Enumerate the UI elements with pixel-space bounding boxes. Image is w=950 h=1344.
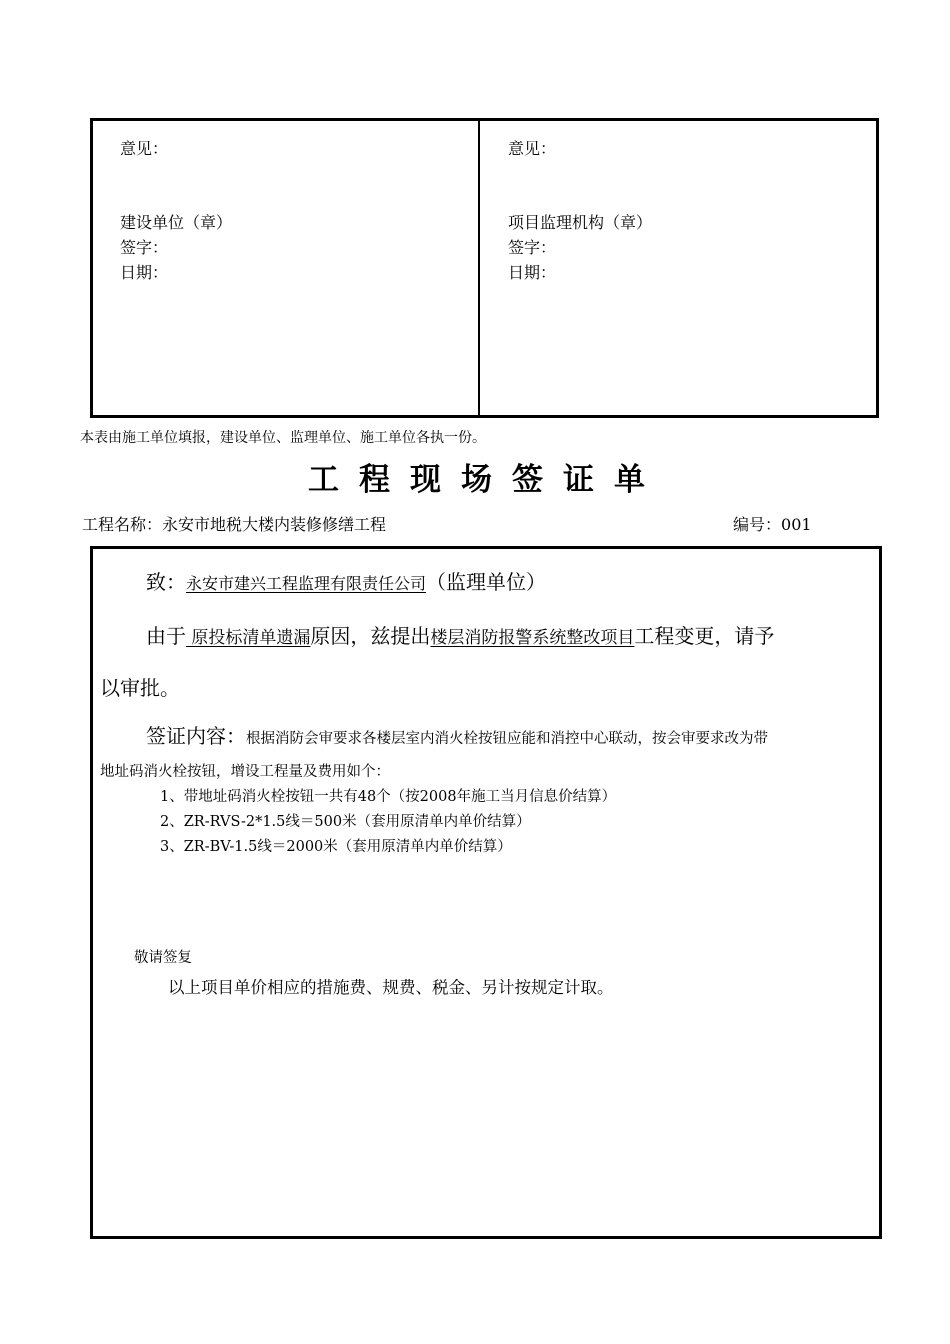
left-opinion-label: 意见：	[120, 139, 169, 158]
distribution-note: 本表由施工单位填报，建设单位、监理单位、施工单位各执一份。	[80, 430, 486, 446]
recipient-suffix: （监理单位）	[426, 570, 547, 594]
visa-content-box	[90, 546, 882, 1239]
project-name-row	[82, 512, 386, 535]
reason-line	[146, 620, 774, 649]
recipient-prefix: 致：	[146, 570, 186, 594]
form-number-label: 编号：	[733, 515, 782, 534]
form-title: 工程现场签证单	[308, 462, 665, 498]
right-date-label: 日期：	[508, 263, 557, 282]
reason-value: 原投标清单遗漏	[186, 628, 311, 648]
recipient-name: 永安市建兴工程监理有限责任公司	[186, 574, 427, 593]
reply-request: 敬请签复	[134, 950, 192, 966]
reason-tail: 工程变更，请予	[634, 624, 775, 648]
content-text-1: 根据消防会审要求各楼层室内消火栓按钮应能和消控中心联动，按会审要求改为带	[246, 731, 768, 747]
reason-prefix: 由于	[146, 624, 186, 648]
fee-note: 以上项目单价相应的措施费、规费、税金、另计按规定计取。	[168, 978, 614, 997]
right-sign-label: 签字：	[508, 238, 557, 257]
content-line-1	[146, 720, 768, 749]
approval-box	[90, 118, 879, 418]
project-name-value: 永安市地税大楼内装修修缮工程	[162, 515, 387, 534]
recipient-line	[146, 566, 546, 595]
left-sign-label: 签字：	[120, 238, 169, 257]
form-number-row	[733, 512, 812, 535]
content-label: 签证内容：	[146, 724, 246, 748]
list-item: 1、带地址码消火栓按钮一共有48个（按2008年施工当月信息价结算）	[160, 789, 617, 805]
list-item: 3、ZR-BV-1.5线＝2000米（套用原清单内单价结算）	[160, 839, 512, 855]
reason-line-2: 以审批。	[100, 676, 180, 700]
left-unit-label: 建设单位（章）	[120, 213, 233, 232]
reason-mid: 原因，兹提出	[310, 624, 431, 648]
list-item: 2、ZR-RVS-2*1.5线＝500米（套用原清单内单价结算）	[160, 814, 531, 830]
change-item-value: 楼层消防报警系统整改项目	[430, 628, 635, 648]
left-date-label: 日期：	[120, 263, 169, 282]
right-opinion-label: 意见：	[508, 139, 557, 158]
right-unit-label: 项目监理机构（章）	[508, 213, 653, 232]
project-name-label: 工程名称：	[82, 515, 163, 534]
form-number-value: 001	[781, 515, 812, 534]
approval-divider	[478, 120, 480, 418]
content-line-2: 地址码消火栓按钮，增设工程量及费用如个：	[100, 764, 390, 780]
